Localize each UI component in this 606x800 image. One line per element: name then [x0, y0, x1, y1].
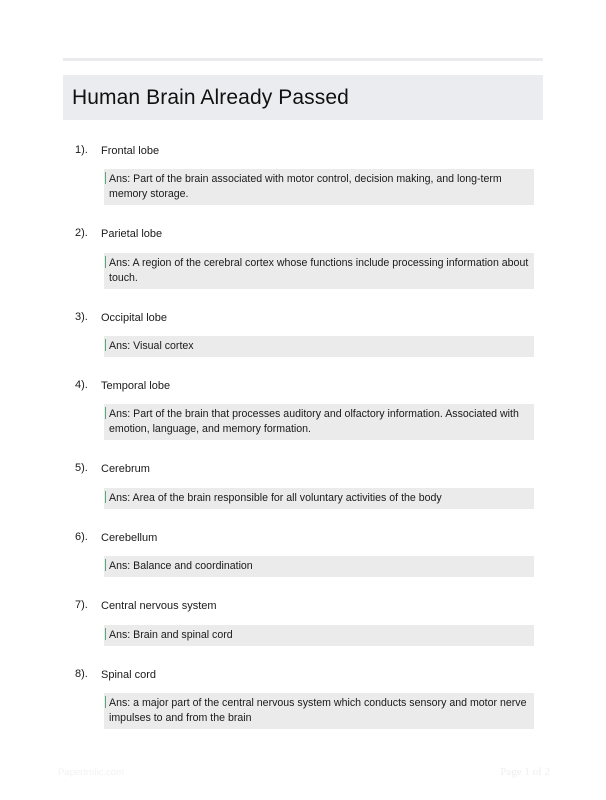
page-number: Page 1 of 2: [500, 766, 550, 778]
question-text: Central nervous system: [101, 600, 217, 612]
question-number: 1).: [75, 144, 88, 156]
answer-text: Ans: Area of the brain responsible for all voluntary activities of the body: [109, 492, 442, 504]
answer-box: [104, 169, 534, 205]
answer-text: Ans: A region of the cerebral cortex whose functions include processing information about touch.: [109, 257, 529, 284]
answer-text: Ans: Brain and spinal cord: [109, 629, 233, 641]
question-text: Cerebrum: [101, 463, 150, 475]
answer-marker: [105, 256, 106, 268]
answer-box: [104, 404, 534, 440]
question-text: Occipital lobe: [101, 312, 168, 324]
question-number: 8).: [75, 668, 88, 680]
answer-marker: [105, 628, 106, 640]
question-number: 2).: [75, 227, 88, 239]
question-number: 3).: [75, 311, 88, 323]
answer-text: Ans: a major part of the central nervous system which conducts sensory and motor nerve impulses to and from the brain: [109, 697, 527, 724]
answer-marker: [105, 696, 106, 708]
answer-text: Ans: Part of the brain that processes auditory and olfactory information. Associated with emotion, language, and memory formation.: [109, 408, 519, 435]
answer-marker: [105, 559, 106, 571]
answer-box: [104, 625, 534, 646]
question-text: Parietal lobe: [101, 228, 163, 240]
question-text: Frontal lobe: [101, 145, 160, 157]
answer-marker: [105, 407, 106, 419]
footer-source-link[interactable]: Papertrolic.com: [58, 767, 124, 778]
question-number: 4).: [75, 379, 88, 391]
question-text: Temporal lobe: [101, 380, 171, 392]
answer-box: [104, 253, 534, 289]
answer-marker: [105, 491, 106, 503]
answer-text: Ans: Part of the brain associated with motor control, decision making, and long-term memory storage.: [109, 173, 502, 200]
question-number: 5).: [75, 462, 88, 474]
answer-text: Ans: Visual cortex: [109, 340, 194, 352]
answer-marker: [105, 172, 106, 184]
question-number: 7).: [75, 599, 88, 611]
answer-box: [104, 488, 534, 509]
answer-box: [104, 336, 534, 357]
question-number: 6).: [75, 531, 88, 543]
question-text: Cerebellum: [101, 532, 158, 544]
question-text: Spinal cord: [101, 669, 157, 681]
answer-marker: [105, 339, 106, 351]
answer-box: [104, 693, 534, 729]
answer-text: Ans: Balance and coordination: [109, 560, 253, 572]
answer-box: [104, 556, 534, 577]
page-title: Human Brain Already Passed: [72, 85, 349, 109]
